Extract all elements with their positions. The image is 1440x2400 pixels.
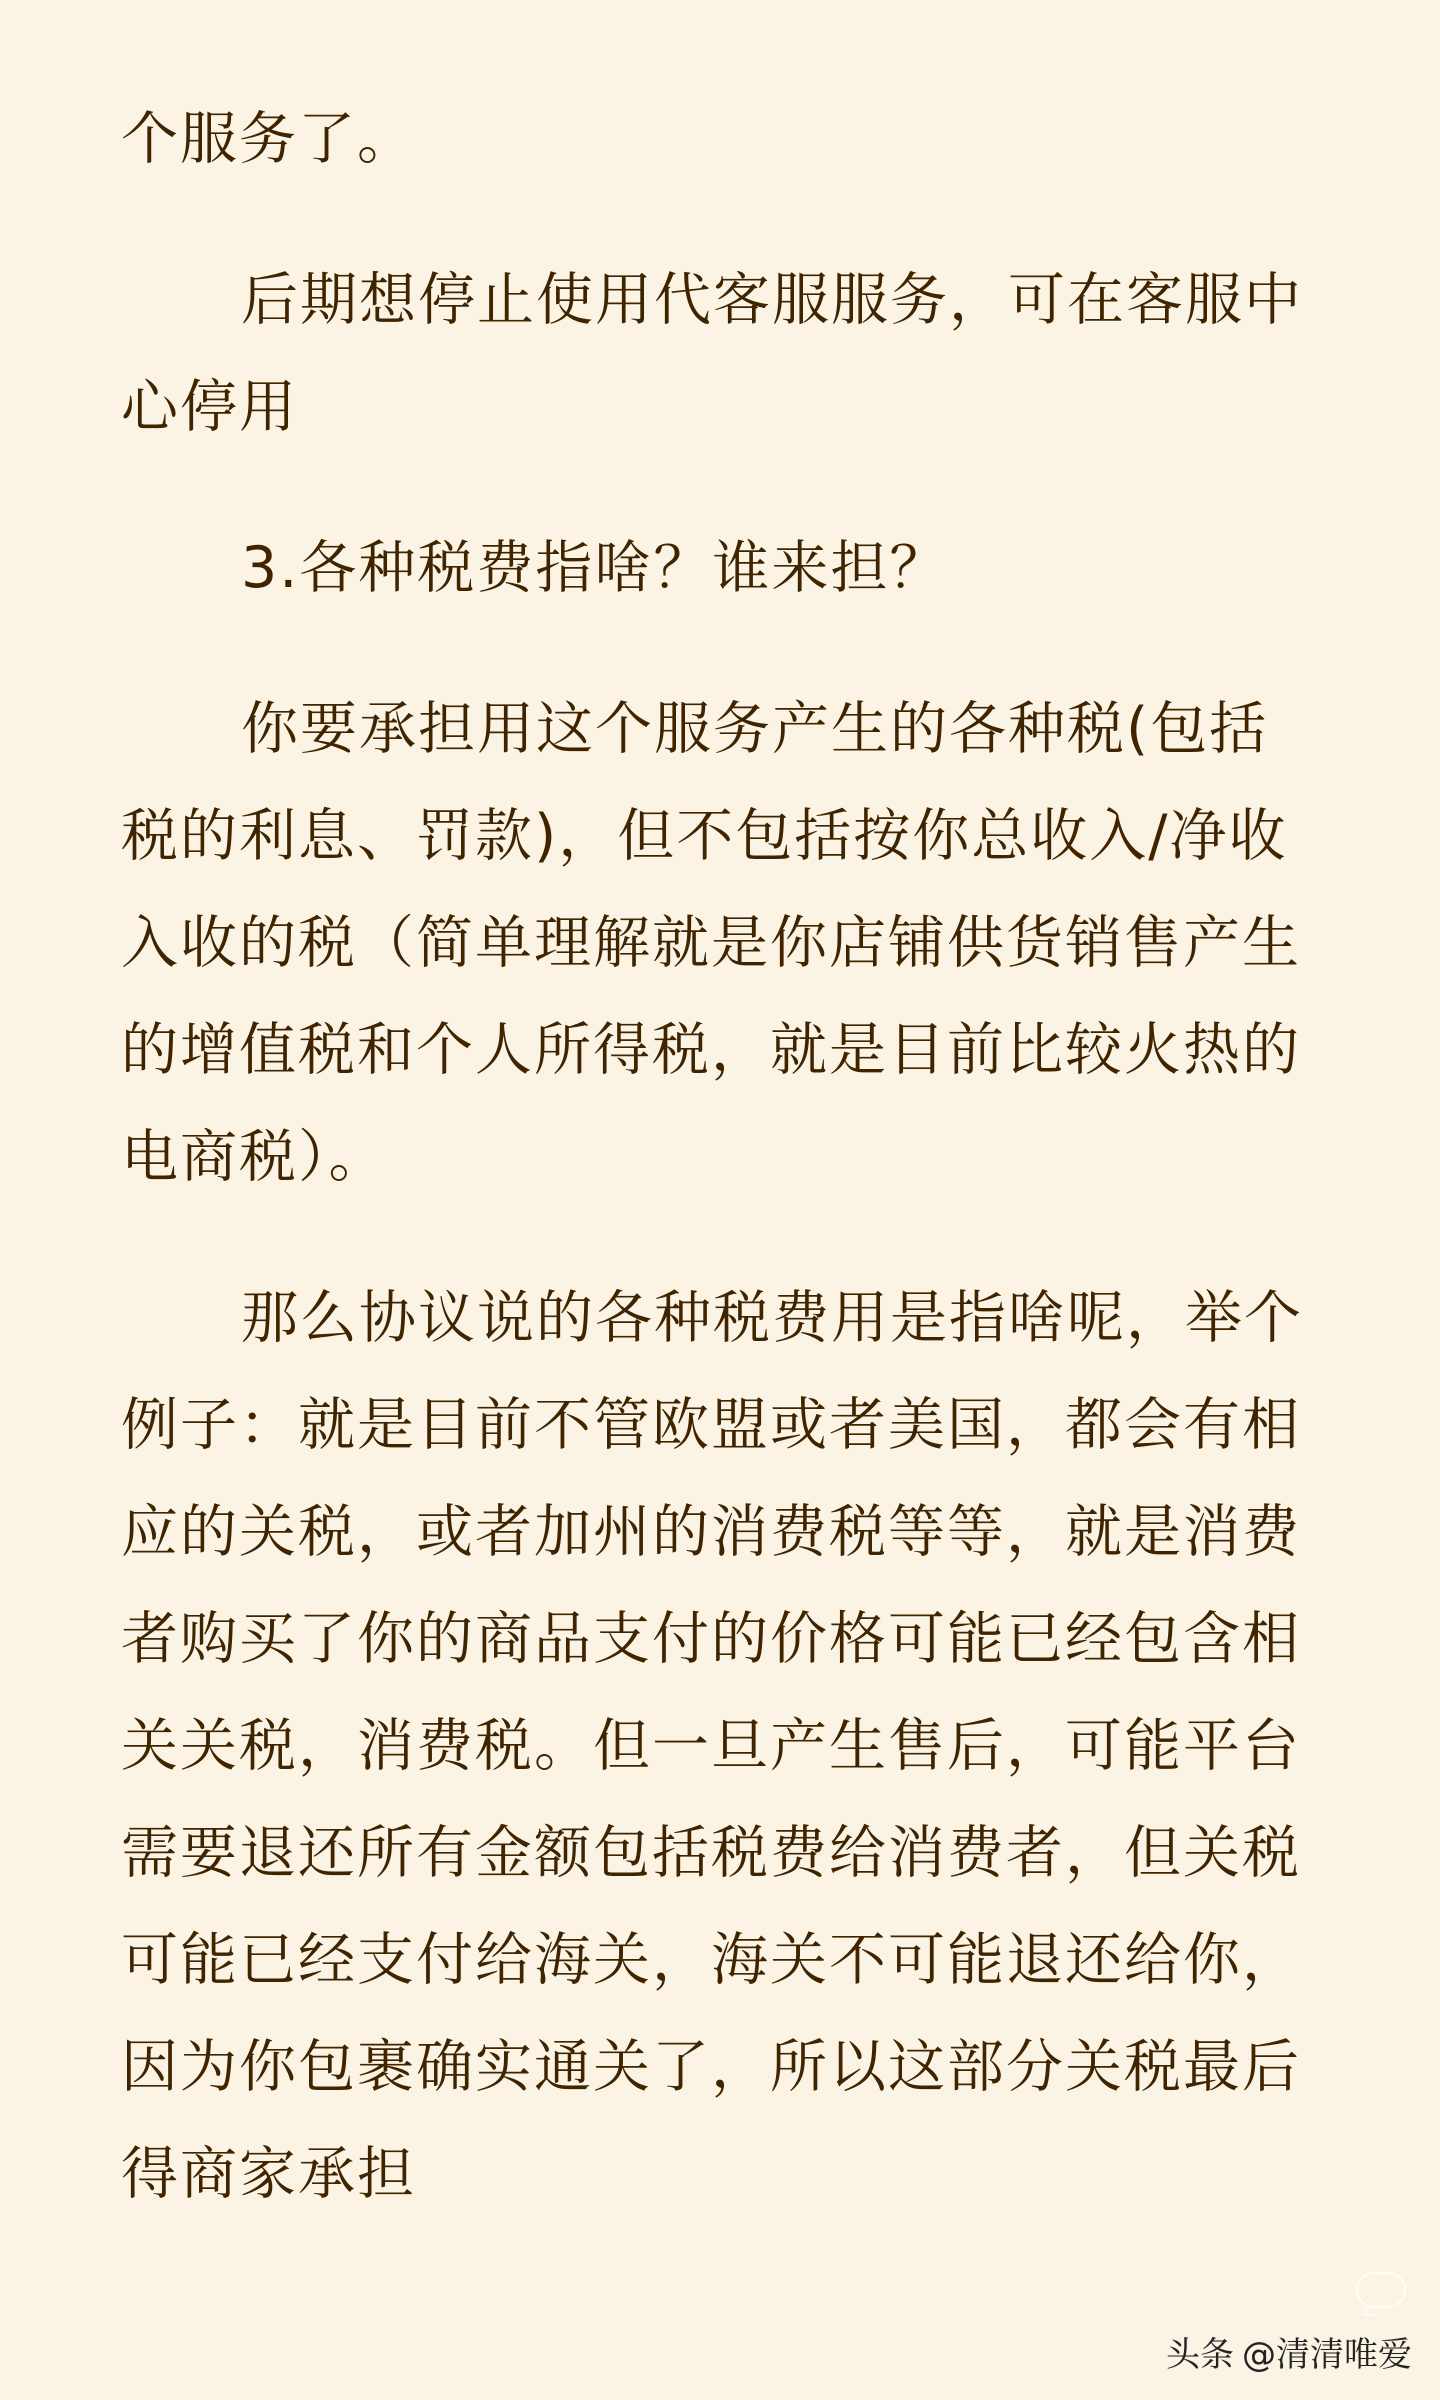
article-body <box>121 86 1321 2282</box>
watermark-brand: 头条 <box>1166 2335 1234 2375</box>
paragraph-2: 后期想停止使用代客服服务，可在客服中心停用 <box>121 267 1303 440</box>
watermark-speech-bubble-icon <box>1356 2272 1406 2308</box>
paragraph-1: 个服务了。 <box>121 106 416 172</box>
watermark-author: @清清唯爱 <box>1242 2335 1412 2375</box>
paragraph-3-heading: 3.各种税费指啥？谁来担？ <box>241 535 949 601</box>
source-watermark <box>1166 2335 1412 2375</box>
paragraph-5: 那么协议说的各种税费用是指啥呢，举个例子：就是目前不管欧盟或者美国，都会有相应的关税，或者加州的消费税等等，就是消费者购买了你的商品支付的价格可能已经包含相关关税，消费税。但一旦产生售后，可能平台需要退还所有金额包括税费给消费者，但关税可能已经支付给海关，海关不可能退还给你，因为你包裹确实通关了，所以这部分关税最后得商家承担 <box>121 1285 1303 2207</box>
paragraph-4: 你要承担用这个服务产生的各种税(包括税的利息、罚款)，但不包括按你总收入/净收入收的税（简单理解就是你店铺供货销售产生的增值税和个人所得税，就是目前比较火热的电商税）。 <box>121 696 1301 1190</box>
